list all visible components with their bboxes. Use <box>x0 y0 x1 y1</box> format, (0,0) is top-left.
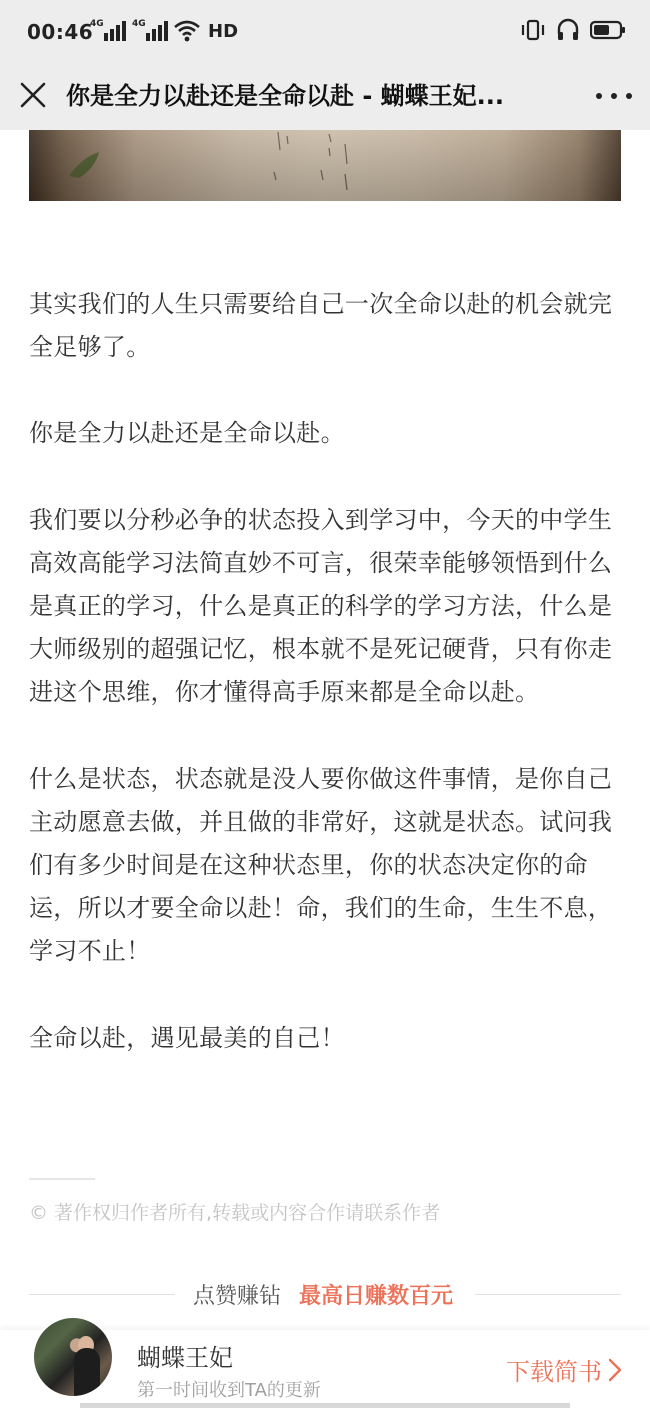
avatar[interactable] <box>32 1316 114 1398</box>
network-tag: 4G <box>132 19 146 29</box>
network-tag: 4G <box>90 19 104 29</box>
close-button[interactable] <box>16 78 50 112</box>
wifi-icon <box>174 20 200 42</box>
status-bar <box>0 0 650 64</box>
status-left-icons <box>90 20 238 42</box>
signal-icon <box>90 21 126 41</box>
author-name[interactable]: 蝴蝶王妃 <box>137 1344 233 1372</box>
more-icon <box>596 93 602 99</box>
headphones-icon <box>556 18 580 42</box>
title-bar <box>0 64 650 130</box>
status-time: 00:46 <box>27 20 94 44</box>
article-paragraph: 全命以赴，遇见最美的自己！ <box>29 1023 345 1052</box>
chevron-right-icon <box>608 1358 622 1382</box>
page-title: 你是全力以赴还是全命以赴 - 蝴蝶王妃... <box>66 82 505 110</box>
article-body <box>29 283 621 1103</box>
promo-highlight[interactable]: 最高日赚数百元 <box>299 1283 454 1309</box>
signal-icon <box>132 21 168 41</box>
vibrate-icon <box>520 18 546 42</box>
status-right-icons <box>520 18 626 42</box>
copyright-notice: © 著作权归作者所有,转载或内容合作请联系作者 <box>29 1202 441 1224</box>
article-paragraph: 其实我们的人生只需要给自己一次全命以赴的机会就完全足够了。 <box>29 290 613 362</box>
promo-banner[interactable] <box>29 1277 621 1311</box>
more-icon <box>626 93 632 99</box>
article-paragraph: 你是全力以赴还是全命以赴。 <box>29 419 345 448</box>
promo-divider <box>29 1294 175 1295</box>
download-app-button[interactable] <box>506 1352 622 1387</box>
author-bar <box>0 1330 650 1408</box>
hd-label: HD <box>208 20 239 42</box>
close-icon <box>16 78 50 112</box>
article-image[interactable] <box>29 130 621 201</box>
copyright-divider <box>29 1178 95 1180</box>
download-label: 下载简书 <box>506 1358 602 1386</box>
more-icon <box>611 93 617 99</box>
article-paragraph: 我们要以分秒必争的状态投入到学习中，今天的中学生高效高能学习法简直妙不可言，很荣幸能够领悟到什么是真正的学习，什么是真正的科学的学习方法，什么是大师级别的超强记忆，根本就不是死记硬背，只有你走进这个思维，你才懂得高手原来都是全命以赴。 <box>29 505 613 707</box>
more-button[interactable] <box>596 80 632 112</box>
promo-divider <box>475 1294 621 1295</box>
promo-text: 点赞赚钻 <box>192 1283 281 1309</box>
image-shade <box>29 130 621 201</box>
bottom-edge <box>80 1403 570 1408</box>
article-paragraph: 什么是状态，状态就是没人要你做这件事情，是你自己主动愿意去做，并且做的非常好，这就是状态。试问我们有多少时间是在这种状态里，你的状态决定你的命运，所以才要全命以赴！命，我们的生命，生生不息，学习不止！ <box>29 764 613 966</box>
author-subtitle: 第一时间收到TA的更新 <box>137 1380 321 1401</box>
battery-icon <box>590 19 626 41</box>
avatar-figure <box>74 1348 100 1398</box>
